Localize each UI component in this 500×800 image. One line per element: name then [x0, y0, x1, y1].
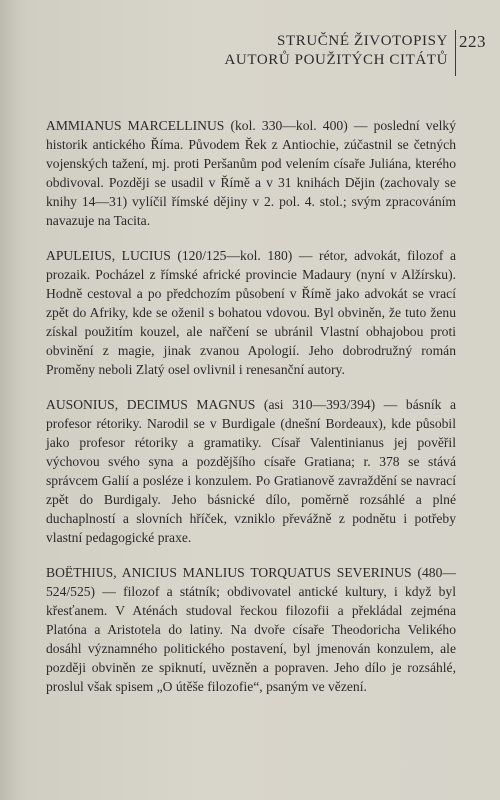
biography-entry [46, 246, 456, 379]
header-title-line2: AUTORŮ POUŽITÝCH CITÁTŮ [224, 52, 448, 68]
biography-entry [46, 563, 456, 696]
page-number: 223 [459, 32, 486, 51]
entry-text: (480—524/525) — filozof a státník; obdivovatel antické kultury, i když byl křesťanem. V Aténách studoval řeckou filozofii a překládal zejména Platóna a Aristotela do latiny. Na dvoře císaře Theodoricha Velikého dosáhl významného politického postavení, byl jmenován konzulem, ale později obviněn ze spiknutí, uvězněn a popraven. Jeho dílo je rozsáhlé, proslul však spisem „O útěše filozofie“, psaným ve vězení. [46, 564, 456, 694]
entry-name: AMMIANUS MARCELLINUS [46, 117, 225, 133]
biography-entry [46, 395, 456, 547]
entry-name: AUSONIUS, DECIMUS MAGNUS [46, 396, 256, 412]
running-header [224, 32, 448, 70]
entry-text: (kol. 330—kol. 400) — poslední velký historik antického Říma. Původem Řek z Antiochie, zúčastnil se četných vojenských tažení, mj. proti Peršanům pod velením císaře Juliána, kterého obdivoval. Později se usadil v Římě a v 31 knihách Dějin (zachovaly se knihy 14—31) vylíčil římské dějiny v 2. pol. 4. stol.; svým zpracováním navazuje na Tacita. [46, 117, 456, 228]
entry-name: BOËTHIUS, ANICIUS MANLIUS TORQUATUS SEVERINUS [46, 564, 412, 580]
page-gutter-shadow [0, 0, 28, 800]
biography-entry [46, 116, 456, 230]
header-title-line1: STRUČNÉ ŽIVOTOPISY [277, 33, 448, 49]
biography-list [46, 102, 456, 712]
entry-text: (asi 310—393/394) — básník a profesor rétoriky. Narodil se v Burdigale (dnešní Bordeaux), kde působil jako profesor rétoriky a gramatiky. Císař Valentinianus jej pověřil výchovou svého syna a pozdějšího císaře Gratiana; r. 378 se stává správcem Galií a posléze i konzulem. Po Gratianově zavraždění se navrací zpět do Burdigaly. Jeho básnické dílo, poměrně rozsáhlé a plné duchaplností a slovních hříček, vzniklo převážně z podnětu i potřeby vlastní pedagogické praxe. [46, 396, 456, 545]
entry-name: APULEIUS, LUCIUS [46, 247, 171, 263]
header-divider [455, 30, 456, 76]
entry-text: (120/125—kol. 180) — rétor, advokát, filozof a prozaik. Pocházel z římské africké provincie Madaury (nyní v Alžírsku). Hodně cestoval a po předchozím působení v Římě jako advokát se vrací zpět do Afriky, kde se oženil s bohatou vdovou. Byl obviněn, že tuto ženu získal použitím kouzel, ale nařčení se ubránil Vlastní obhajobou proti obvinění z magie, jinak zvanou Apologií. Jeho dobrodružný román Proměny neboli Zlatý osel ovlivnil i renesanční autory. [46, 247, 456, 377]
